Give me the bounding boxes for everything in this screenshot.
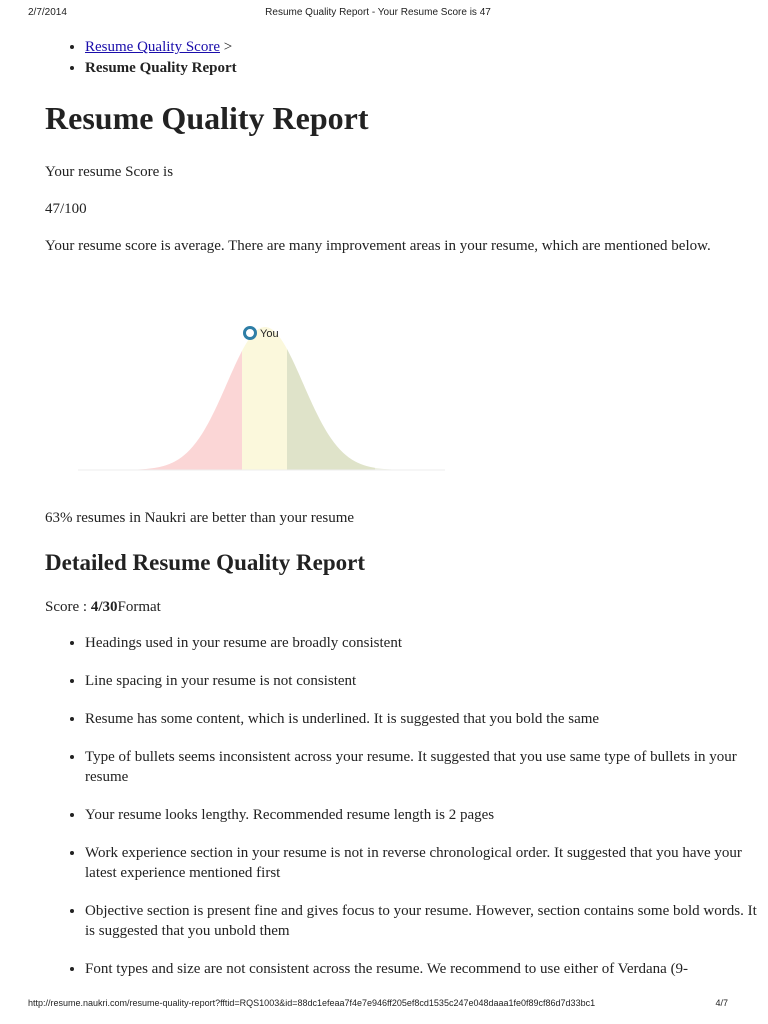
print-url: http://resume.naukri.com/resume-quality-report?fftid=RQS1003&id=88dc1efeaa7f4e7e946ff205ef8cd1535c247e048daaa1fe0f89cf86d7d33bc1 bbox=[28, 998, 596, 1008]
page-number: 4/7 bbox=[715, 998, 728, 1008]
detailed-score-value: 4/30 bbox=[90, 599, 118, 615]
finding-item: • Objective section is present fine and gives focus to your resume. However, section contains some bold words. It is suggested that you unbold them bbox=[85, 901, 765, 941]
breadcrumb-separator: > bbox=[223, 39, 233, 55]
score-distribution-chart bbox=[70, 315, 455, 480]
print-footer bbox=[28, 998, 728, 1012]
finding-item: • Type of bullets seems inconsistent across your resume. It suggested that you use same type of bullets in your resume bbox=[85, 747, 765, 787]
finding-item: • Work experience section in your resume is not in reverse chronological order. It suggested that you have your latest experience mentioned first bbox=[85, 843, 765, 883]
finding-item: • Headings used in your resume are broadly consistent bbox=[85, 633, 765, 653]
breadcrumb bbox=[45, 37, 237, 79]
print-header bbox=[28, 7, 728, 21]
score-summary: Your resume score is average. There are many improvement areas in your resume, which are mentioned below. bbox=[45, 238, 711, 254]
breadcrumb-current: • Resume Quality Report bbox=[85, 58, 237, 79]
finding-item: • Font types and size are not consistent across the resume. We recommend to use either of Verdana (9- bbox=[85, 959, 765, 979]
distribution-band-high bbox=[287, 349, 375, 470]
finding-item: • Your resume looks lengthy. Recommended resume length is 2 pages bbox=[85, 805, 765, 825]
score-intro: Your resume Score is bbox=[45, 164, 174, 180]
findings-list bbox=[45, 633, 765, 997]
print-title: Resume Quality Report - Your Resume Score is 47 bbox=[265, 7, 491, 18]
detailed-score-label: Score : bbox=[45, 599, 88, 615]
distribution-band-low bbox=[78, 351, 242, 470]
detailed-report-title: Detailed Resume Quality Report bbox=[45, 550, 366, 575]
comparison-text: 63% resumes in Naukri are better than your resume bbox=[45, 510, 355, 526]
finding-item: • Resume has some content, which is underlined. It is suggested that you bold the same bbox=[85, 709, 765, 729]
print-date: 2/7/2014 bbox=[28, 7, 67, 18]
detailed-score-category: Format bbox=[117, 599, 161, 615]
breadcrumb-link-resume-quality-score[interactable]: Resume Quality Score bbox=[85, 39, 220, 55]
you-marker[interactable] bbox=[245, 328, 256, 339]
breadcrumb-item bbox=[85, 37, 237, 58]
distribution-svg bbox=[70, 315, 455, 480]
finding-item: • Line spacing in your resume is not consistent bbox=[85, 671, 765, 691]
page-title: Resume Quality Report bbox=[45, 100, 369, 136]
you-marker-label: You bbox=[260, 328, 279, 340]
detailed-score-line bbox=[45, 597, 161, 617]
distribution-band-mid bbox=[242, 327, 287, 470]
score-value: 47/100 bbox=[45, 201, 87, 217]
